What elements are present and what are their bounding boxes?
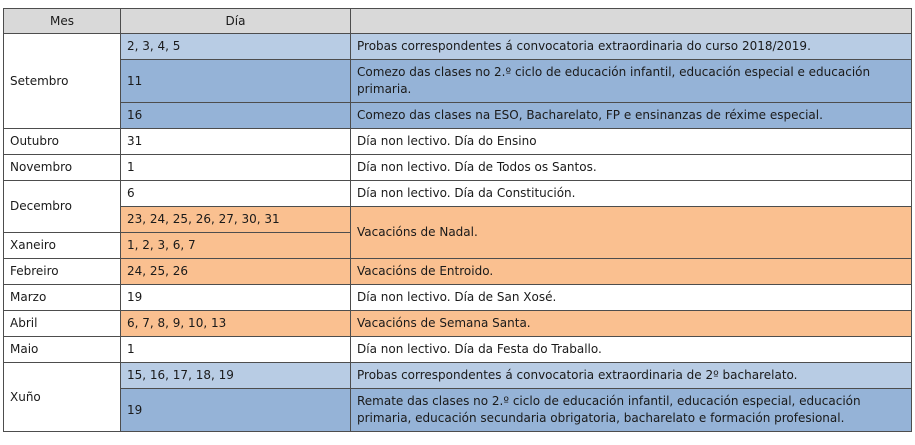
description-cell: Comezo das clases na ESO, Bacharelato, FP e ensinanzas de réxime especial. bbox=[351, 103, 912, 129]
table-row bbox=[4, 363, 912, 389]
school-calendar-table bbox=[3, 8, 912, 432]
month-cell: Febreiro bbox=[4, 259, 121, 285]
description-cell: Día non lectivo. Día da Constitución. bbox=[351, 181, 912, 207]
description-cell: Vacacións de Entroido. bbox=[351, 259, 912, 285]
month-cell: Maio bbox=[4, 337, 121, 363]
day-cell: 1 bbox=[121, 155, 351, 181]
day-cell: 11 bbox=[121, 60, 351, 103]
day-cell: 15, 16, 17, 18, 19 bbox=[121, 363, 351, 389]
table-row bbox=[4, 207, 912, 233]
month-cell: Novembro bbox=[4, 155, 121, 181]
table-row bbox=[4, 103, 912, 129]
description-cell: Probas correspondentes á convocatoria extraordinaria do curso 2018/2019. bbox=[351, 34, 912, 60]
table-row bbox=[4, 34, 912, 60]
month-cell: Abril bbox=[4, 311, 121, 337]
month-cell: Marzo bbox=[4, 285, 121, 311]
description-cell: Vacacións de Semana Santa. bbox=[351, 311, 912, 337]
day-cell: 23, 24, 25, 26, 27, 30, 31 bbox=[121, 207, 351, 233]
description-cell: Día non lectivo. Día de San Xosé. bbox=[351, 285, 912, 311]
description-cell: Probas correspondentes á convocatoria extraordinaria de 2º bacharelato. bbox=[351, 363, 912, 389]
month-cell: Outubro bbox=[4, 129, 121, 155]
table-row bbox=[4, 181, 912, 207]
table-row bbox=[4, 311, 912, 337]
day-cell: 31 bbox=[121, 129, 351, 155]
month-cell: Xaneiro bbox=[4, 233, 121, 259]
header-dia: Día bbox=[121, 9, 351, 34]
description-cell: Comezo das clases no 2.º ciclo de educación infantil, educación especial e educación primaria. bbox=[351, 60, 912, 103]
table-row bbox=[4, 389, 912, 432]
month-cell: Xuño bbox=[4, 363, 121, 432]
header-mes: Mes bbox=[4, 9, 121, 34]
table-row bbox=[4, 285, 912, 311]
description-cell: Vacacións de Nadal. bbox=[351, 207, 912, 259]
table-row bbox=[4, 337, 912, 363]
description-cell: Día non lectivo. Día do Ensino bbox=[351, 129, 912, 155]
day-cell: 6 bbox=[121, 181, 351, 207]
day-cell: 2, 3, 4, 5 bbox=[121, 34, 351, 60]
day-cell: 16 bbox=[121, 103, 351, 129]
table-row bbox=[4, 259, 912, 285]
description-cell: Día non lectivo. Día da Festa do Traballo. bbox=[351, 337, 912, 363]
table-row bbox=[4, 129, 912, 155]
table-row bbox=[4, 155, 912, 181]
day-cell: 19 bbox=[121, 285, 351, 311]
day-cell: 24, 25, 26 bbox=[121, 259, 351, 285]
table-row bbox=[4, 60, 912, 103]
day-cell: 6, 7, 8, 9, 10, 13 bbox=[121, 311, 351, 337]
month-cell: Setembro bbox=[4, 34, 121, 129]
day-cell: 1 bbox=[121, 337, 351, 363]
header-row bbox=[4, 9, 912, 34]
description-cell: Remate das clases no 2.º ciclo de educación infantil, educación especial, educación primaria, educación secundaria obrigatoria, bacharelato e formación profesional. bbox=[351, 389, 912, 432]
day-cell: 19 bbox=[121, 389, 351, 432]
month-cell: Decembro bbox=[4, 181, 121, 233]
description-cell: Día non lectivo. Día de Todos os Santos. bbox=[351, 155, 912, 181]
header-desc bbox=[351, 9, 912, 34]
day-cell: 1, 2, 3, 6, 7 bbox=[121, 233, 351, 259]
